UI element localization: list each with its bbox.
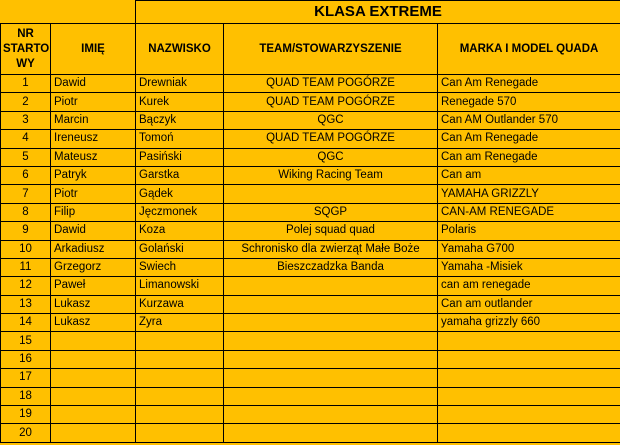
cell-nr: 18 — [1, 387, 51, 405]
cell-marka: Renegade 570 — [438, 93, 620, 111]
cell-team: Bieszczadzka Banda — [224, 258, 438, 276]
cell-imie: Grzegorz — [51, 258, 136, 276]
table-row — [1, 387, 620, 405]
cell-marka: Can Am Renegade — [438, 130, 620, 148]
cell-imie — [51, 369, 136, 387]
cell-nazwisko: Limanowski — [136, 277, 224, 295]
cell-nazwisko — [136, 350, 224, 368]
cell-marka: yamaha grizzly 660 — [438, 314, 620, 332]
cell-nazwisko — [136, 369, 224, 387]
cell-nr: 11 — [1, 258, 51, 276]
table-row — [1, 75, 620, 93]
table-row — [1, 203, 620, 221]
cell-imie — [51, 332, 136, 350]
cell-marka: Can Am Renegade — [438, 75, 620, 93]
cell-nr: 5 — [1, 148, 51, 166]
cell-imie — [51, 350, 136, 368]
table-body — [1, 75, 620, 443]
cell-team — [224, 314, 438, 332]
cell-team — [224, 424, 438, 442]
table-row — [1, 369, 620, 387]
cell-team: Schronisko dla zwierząt Małe Boże — [224, 240, 438, 258]
cell-imie — [51, 424, 136, 442]
cell-marka — [438, 387, 620, 405]
table-row — [1, 130, 620, 148]
cell-nr: 16 — [1, 350, 51, 368]
cell-nazwisko: Swiech — [136, 258, 224, 276]
cell-nazwisko: Golański — [136, 240, 224, 258]
cell-marka: Yamaha -Misiek — [438, 258, 620, 276]
table-row — [1, 148, 620, 166]
header-imie: IMIĘ — [51, 24, 136, 75]
cell-team: Wiking Racing Team — [224, 166, 438, 184]
cell-nr: 2 — [1, 93, 51, 111]
cell-team — [224, 185, 438, 203]
cell-imie: Filip — [51, 203, 136, 221]
cell-nazwisko: Bączyk — [136, 111, 224, 129]
table-row — [1, 166, 620, 184]
table-row — [1, 258, 620, 276]
cell-imie: Patryk — [51, 166, 136, 184]
cell-marka: Polaris — [438, 222, 620, 240]
cell-nazwisko — [136, 406, 224, 424]
cell-team — [224, 350, 438, 368]
title-spacer — [1, 1, 51, 24]
cell-nr: 12 — [1, 277, 51, 295]
cell-nr: 19 — [1, 406, 51, 424]
cell-nr: 3 — [1, 111, 51, 129]
cell-nazwisko: Pasiński — [136, 148, 224, 166]
cell-team: QUAD TEAM POGÓRZE — [224, 75, 438, 93]
cell-nr: 1 — [1, 75, 51, 93]
header-marka: MARKA I MODEL QUADA — [438, 24, 620, 75]
cell-imie: Paweł — [51, 277, 136, 295]
cell-marka: Yamaha G700 — [438, 240, 620, 258]
cell-marka — [438, 332, 620, 350]
cell-team: SQGP — [224, 203, 438, 221]
cell-imie: Ireneusz — [51, 130, 136, 148]
cell-team — [224, 277, 438, 295]
cell-marka: Can am outlander — [438, 295, 620, 313]
header-nazwisko: NAZWISKO — [136, 24, 224, 75]
cell-nazwisko: Gądek — [136, 185, 224, 203]
cell-team: QGC — [224, 148, 438, 166]
cell-team — [224, 332, 438, 350]
table-row — [1, 295, 620, 313]
cell-imie: Piotr — [51, 93, 136, 111]
table-row — [1, 277, 620, 295]
cell-nazwisko: Kurek — [136, 93, 224, 111]
cell-marka: Can am — [438, 166, 620, 184]
cell-team: QUAD TEAM POGÓRZE — [224, 93, 438, 111]
cell-marka: CAN-AM RENEGADE — [438, 203, 620, 221]
table-row — [1, 406, 620, 424]
cell-team: QUAD TEAM POGÓRZE — [224, 130, 438, 148]
cell-team — [224, 295, 438, 313]
cell-marka: Can am Renegade — [438, 148, 620, 166]
cell-team: QGC — [224, 111, 438, 129]
cell-nazwisko — [136, 332, 224, 350]
table-row — [1, 240, 620, 258]
cell-imie: Dawid — [51, 75, 136, 93]
header-row — [1, 24, 620, 75]
cell-nr: 15 — [1, 332, 51, 350]
cell-marka — [438, 350, 620, 368]
cell-marka: can am renegade — [438, 277, 620, 295]
cell-nazwisko: Jęczmonek — [136, 203, 224, 221]
table-row — [1, 424, 620, 442]
cell-nazwisko: Drewniak — [136, 75, 224, 93]
cell-imie: Dawid — [51, 222, 136, 240]
cell-nazwisko: Garstka — [136, 166, 224, 184]
cell-marka — [438, 406, 620, 424]
cell-nr: 4 — [1, 130, 51, 148]
cell-nr: 8 — [1, 203, 51, 221]
cell-marka: Can AM Outlander 570 — [438, 111, 620, 129]
cell-marka: YAMAHA GRIZZLY — [438, 185, 620, 203]
header-nr: NR STARTO WY — [1, 24, 51, 75]
title-row — [1, 1, 620, 24]
cell-nr: 6 — [1, 166, 51, 184]
cell-imie: Lukasz — [51, 295, 136, 313]
table-row — [1, 350, 620, 368]
cell-marka — [438, 369, 620, 387]
cell-nazwisko — [136, 387, 224, 405]
cell-nazwisko: Zyra — [136, 314, 224, 332]
table-row — [1, 185, 620, 203]
cell-imie — [51, 387, 136, 405]
cell-imie: Piotr — [51, 185, 136, 203]
cell-nr: 17 — [1, 369, 51, 387]
cell-imie: Mateusz — [51, 148, 136, 166]
cell-nr: 14 — [1, 314, 51, 332]
cell-team — [224, 406, 438, 424]
cell-imie: Lukasz — [51, 314, 136, 332]
cell-nr: 7 — [1, 185, 51, 203]
table-row — [1, 111, 620, 129]
cell-team — [224, 387, 438, 405]
cell-imie: Arkadiusz — [51, 240, 136, 258]
cell-nazwisko: Koza — [136, 222, 224, 240]
cell-nr: 13 — [1, 295, 51, 313]
table-row — [1, 222, 620, 240]
cell-team — [224, 369, 438, 387]
title-spacer — [51, 1, 136, 24]
table-row — [1, 93, 620, 111]
cell-nazwisko: Tomoń — [136, 130, 224, 148]
table-title: KLASA EXTREME — [136, 1, 620, 24]
header-team: TEAM/STOWARZYSZENIE — [224, 24, 438, 75]
cell-nazwisko — [136, 424, 224, 442]
cell-nr: 9 — [1, 222, 51, 240]
cell-imie — [51, 406, 136, 424]
cell-nr: 20 — [1, 424, 51, 442]
cell-marka — [438, 424, 620, 442]
table-row — [1, 332, 620, 350]
cell-nazwisko: Kurzawa — [136, 295, 224, 313]
cell-imie: Marcin — [51, 111, 136, 129]
cell-nr: 10 — [1, 240, 51, 258]
cell-team: Polej squad quad — [224, 222, 438, 240]
table-row — [1, 314, 620, 332]
